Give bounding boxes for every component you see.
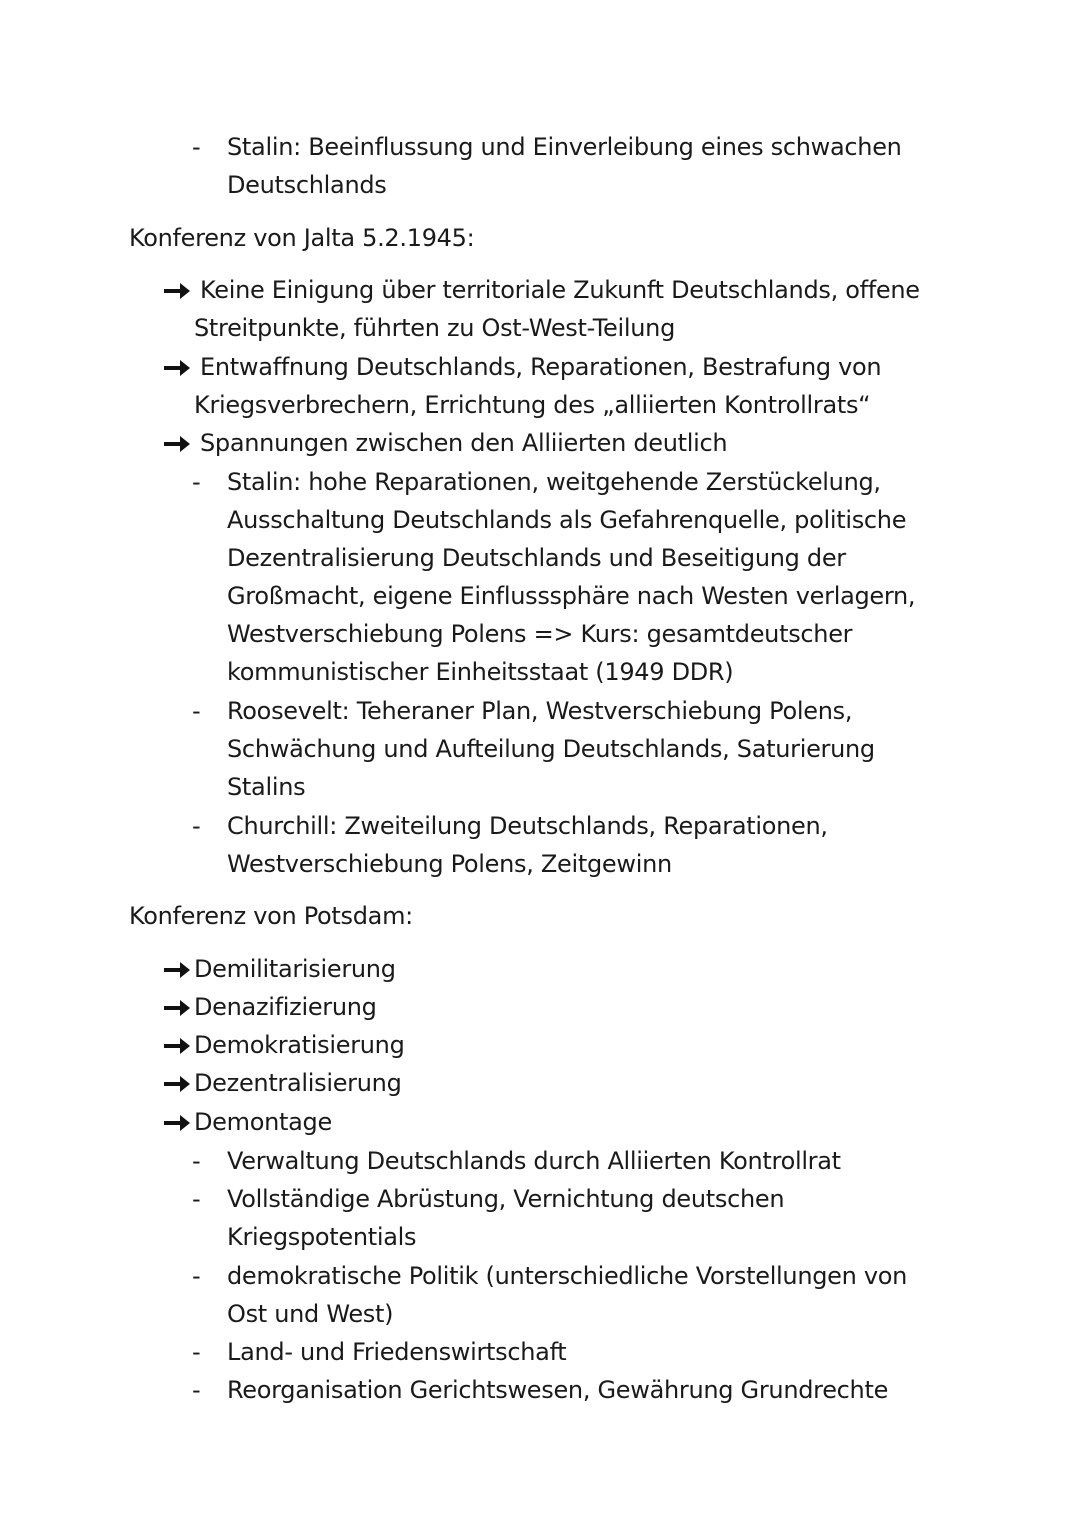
arrow-right-icon	[162, 996, 192, 1020]
jalta-arrow1-line-1: Keine Einigung über territoriale Zukunft Deutschlands, offene	[200, 276, 920, 304]
bullet-dash: -	[192, 1262, 201, 1290]
jalta-stalin-line: Großmacht, eigene Einflusssphäre nach Westen verlagern,	[227, 582, 916, 610]
intro-stalin-line-1: Stalin: Beeinflussung und Einverleibung eines schwachen	[227, 133, 902, 161]
arrow-right-icon	[162, 1034, 192, 1058]
arrow-right-icon	[162, 958, 192, 982]
jalta-roosevelt-line: Schwächung und Aufteilung Deutschlands, Saturierung	[227, 735, 875, 763]
potsdam-d-item: Demontage	[194, 1108, 332, 1136]
bullet-dash: -	[192, 1338, 201, 1366]
jalta-churchill-line: Westverschiebung Polens, Zeitgewinn	[227, 850, 672, 878]
bullet-dash: -	[192, 812, 201, 840]
jalta-stalin-line: Dezentralisierung Deutschlands und Beseitigung der	[227, 544, 846, 572]
jalta-heading: Konferenz von Jalta 5.2.1945:	[129, 224, 475, 252]
jalta-churchill-line: Churchill: Zweiteilung Deutschlands, Reparationen,	[227, 812, 828, 840]
potsdam-d-item: Demilitarisierung	[194, 955, 396, 983]
jalta-arrow1-line-2: Streitpunkte, führten zu Ost-West-Teilung	[194, 314, 676, 342]
arrow-right-icon	[162, 1111, 192, 1135]
potsdam-bullet-line: Vollständige Abrüstung, Vernichtung deutschen	[227, 1185, 785, 1213]
potsdam-heading: Konferenz von Potsdam:	[129, 902, 413, 930]
potsdam-bullet-line: Reorganisation Gerichtswesen, Gewährung Grundrechte	[227, 1376, 889, 1404]
potsdam-d-item: Dezentralisierung	[194, 1069, 402, 1097]
arrow-right-icon	[162, 432, 192, 456]
intro-stalin-line-2: Deutschlands	[227, 171, 387, 199]
bullet-dash: -	[192, 1376, 201, 1404]
arrow-right-icon	[162, 356, 192, 380]
bullet-dash: -	[192, 1147, 201, 1175]
potsdam-d-item: Demokratisierung	[194, 1031, 405, 1059]
jalta-roosevelt-line: Stalins	[227, 773, 306, 801]
bullet-dash: -	[192, 1185, 201, 1213]
jalta-arrow3-line-1: Spannungen zwischen den Alliierten deutlich	[200, 429, 728, 457]
potsdam-bullet-line: Ost und West)	[227, 1300, 394, 1328]
jalta-stalin-line: Ausschaltung Deutschlands als Gefahrenquelle, politische	[227, 506, 907, 534]
jalta-stalin-line: Stalin: hohe Reparationen, weitgehende Zerstückelung,	[227, 468, 881, 496]
bullet-dash: -	[192, 468, 201, 496]
arrow-right-icon	[162, 1072, 192, 1096]
bullet-dash: -	[192, 697, 201, 725]
jalta-roosevelt-line: Roosevelt: Teheraner Plan, Westverschiebung Polens,	[227, 697, 853, 725]
jalta-arrow2-line-2: Kriegsverbrechern, Errichtung des „alliierten Kontrollrats“	[194, 391, 871, 419]
potsdam-bullet-line: Verwaltung Deutschlands durch Alliierten Kontrollrat	[227, 1147, 841, 1175]
bullet-dash: -	[192, 133, 201, 161]
jalta-stalin-line: kommunistischer Einheitsstaat (1949 DDR)	[227, 658, 734, 686]
arrow-right-icon	[162, 279, 192, 303]
jalta-arrow2-line-1: Entwaffnung Deutschlands, Reparationen, Bestrafung von	[200, 353, 882, 381]
potsdam-d-item: Denazifizierung	[194, 993, 377, 1021]
potsdam-bullet-line: Land- und Friedenswirtschaft	[227, 1338, 567, 1366]
potsdam-bullet-line: Kriegspotentials	[227, 1223, 417, 1251]
jalta-stalin-line: Westverschiebung Polens => Kurs: gesamtdeutscher	[227, 620, 853, 648]
potsdam-bullet-line: demokratische Politik (unterschiedliche Vorstellungen von	[227, 1262, 908, 1290]
